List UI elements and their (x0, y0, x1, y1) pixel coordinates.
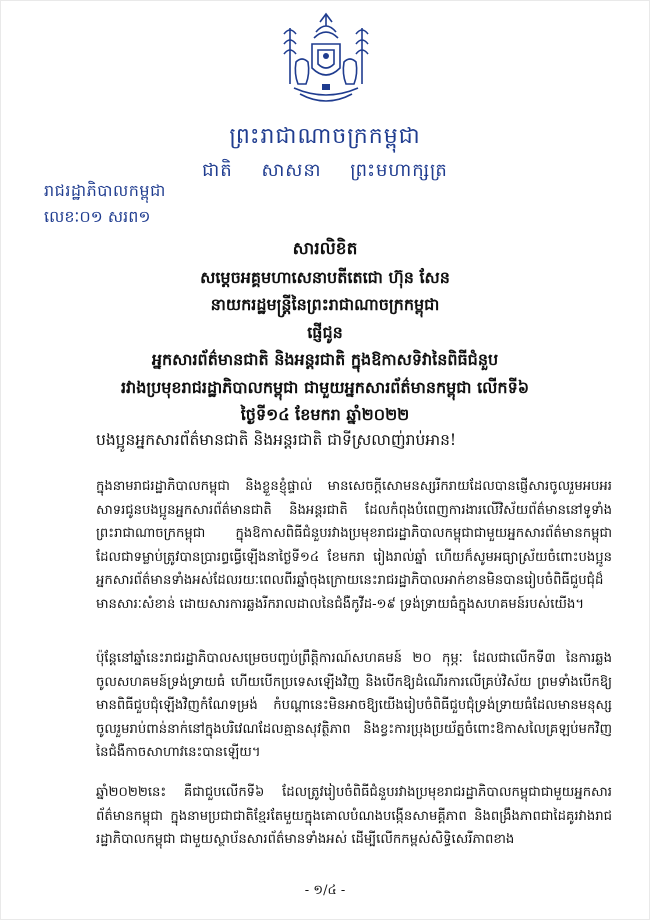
heading-line-1: សម្តេចអគ្គមហាសេនាបតីតេជោ ហ៊ុន សែន (200, 267, 450, 287)
royal-arms-emblem-icon (280, 12, 372, 112)
heading-date: ថ្ងៃទី១៤ ខែមករា ឆ្នាំ២០២២ (240, 405, 410, 424)
government-name: រាជរដ្ឋាភិបាលកម្ពុជា (44, 181, 166, 200)
letter-heading (40, 236, 610, 429)
kingdom-name: ព្រះរាជាណាចក្រកម្ពុជា (229, 124, 421, 149)
salutation: បងប្អូនអ្នកសារព័ត៌មានជាតិ និងអន្តរជាតិ ជាទីស្រលាញ់រាប់អាន! (96, 431, 457, 449)
reference-number: លេខៈ០១ សរព១ (44, 207, 151, 226)
heading-line-4: អ្នកសារព័ត៌មានជាតិ និងអន្តរជាតិ ក្នុងឱកាសទិវានៃពិធីជំនួប (151, 350, 499, 369)
page-number: - ១/៤ - (304, 883, 346, 898)
national-motto: ជាតិ សាសនា ព្រះមហាក្សត្រ (202, 160, 448, 181)
body-paragraph-3: ឆ្នាំ២០២២នេះ គឺជាជួបលើកទី៦ ដែលត្រូវរៀបចំពិធីជំនួបរវាងប្រមុខរាជរដ្ឋាភិបាលកម្ពុជាជាមួយអ្នកសារព័ត៌មានកម្ពុជា ក្នុងនាមប្រជាជាតិខ្មែរតែមួយក្នុងគោលបំណងបង្កើនសាមគ្គីភាព និងពង្រឹងភាពជាដៃគូរវាងរាជរដ្ឋាភិបាលកម្ពុជា ជាមួយស្ថាប័នសារព័ត៌មានទាំងអស់ ដើម្បីលើកកម្ពស់សិទ្ធិសេរីភាពខាង (96, 785, 612, 848)
heading-line-5: រវាងប្រមុខរាជរដ្ឋាភិបាលកម្ពុជា ជាមួយអ្នកសារព័ត៌មានកម្ពុជា លើកទី៦ (120, 377, 530, 397)
body-paragraph-2: ប៉ុន្តែនៅឆ្នាំនេះរាជរដ្ឋាភិបាលសម្រេចបញ្ចប់ព្រឹត្តិការណ៍សហគមន៍ ២០ កុម្ភៈ ដែលជាលើកទី៣ នៃការឆ្លងចូលសហគមន៍ទ្រង់ទ្រាយធំ ហើយបើកប្រទេសឡើងវិញ និងបើកឱ្យដំណើរការលើគ្រប់វិស័យ ព្រមទាំងបើកឱ្យមានពិធីជួបជុំឡើងវិញកំណែទម្រង់ កំបណ្តានេះមិនអាចឱ្យយើងរៀបចំពិធីជួបជុំទ្រង់ទ្រាយធំដែលមានមនុស្សចូលរួមរាប់ពាន់នាក់នៅក្នុងបរិវេណដែលគ្មានសុវត្ថិភាព និងខ្វះការប្រុងប្រយ័ត្នចំពោះឱកាសលៃគ្រឡប់មកវិញនៃជំងឺកាចសាហាវនេះបានឡើយ។ (96, 651, 612, 761)
heading-line-2: នាយករដ្ឋមន្ត្រីនៃព្រះរាជាណាចក្រកម្ពុជា (210, 295, 440, 314)
heading-title: សារលិខិត (292, 239, 358, 259)
body-paragraph-1: ក្នុងនាមរាជរដ្ឋាភិបាលកម្ពុជា និងខ្លួនខ្ញុំផ្ទាល់ មានសេចក្តីសោមនស្សរីករាយដែលបានផ្ញើសារចូលរួមអបអរសាទរជូនបងប្អូនអ្នកសារព័ត៌មានជាតិ និងអន្តរជាតិ ដែលកំពុងបំពេញការងារលើវិស័យព័ត៌មាននៅទូទាំងព្រះរាជាណាចក្រកម្ពុជា ក្នុងឱកាសពិធីជំនួបរវាងប្រមុខរាជរដ្ឋាភិបាលកម្ពុជាជាមួយអ្នកសារព័ត៌មានកម្ពុជា ដែលជាទម្លាប់ត្រូវបានប្រារព្ធធ្វើឡើងនាថ្ងៃទី១៤ ខែមករា រៀងរាល់ឆ្នាំ ហើយក៏សូមអធ្យាស្រ័យចំពោះបងប្អូនអ្នកសារព័ត៌មានទាំងអស់ដែលរយៈពេលពីរឆ្នាំចុងក្រោយនេះរាជរដ្ឋាភិបាលអាក់ខានមិនបានរៀបចំពិធីជួបជុំដ៏មានសារៈសំខាន់ ដោយសារការឆ្លងរីករាលដាលនៃជំងឺកូវីដ-១៩ ទ្រង់ទ្រាយធំក្នុងសហគមន៍របស់យើង។ (96, 479, 612, 612)
heading-line-3: ផ្ញើជូន (307, 322, 343, 342)
